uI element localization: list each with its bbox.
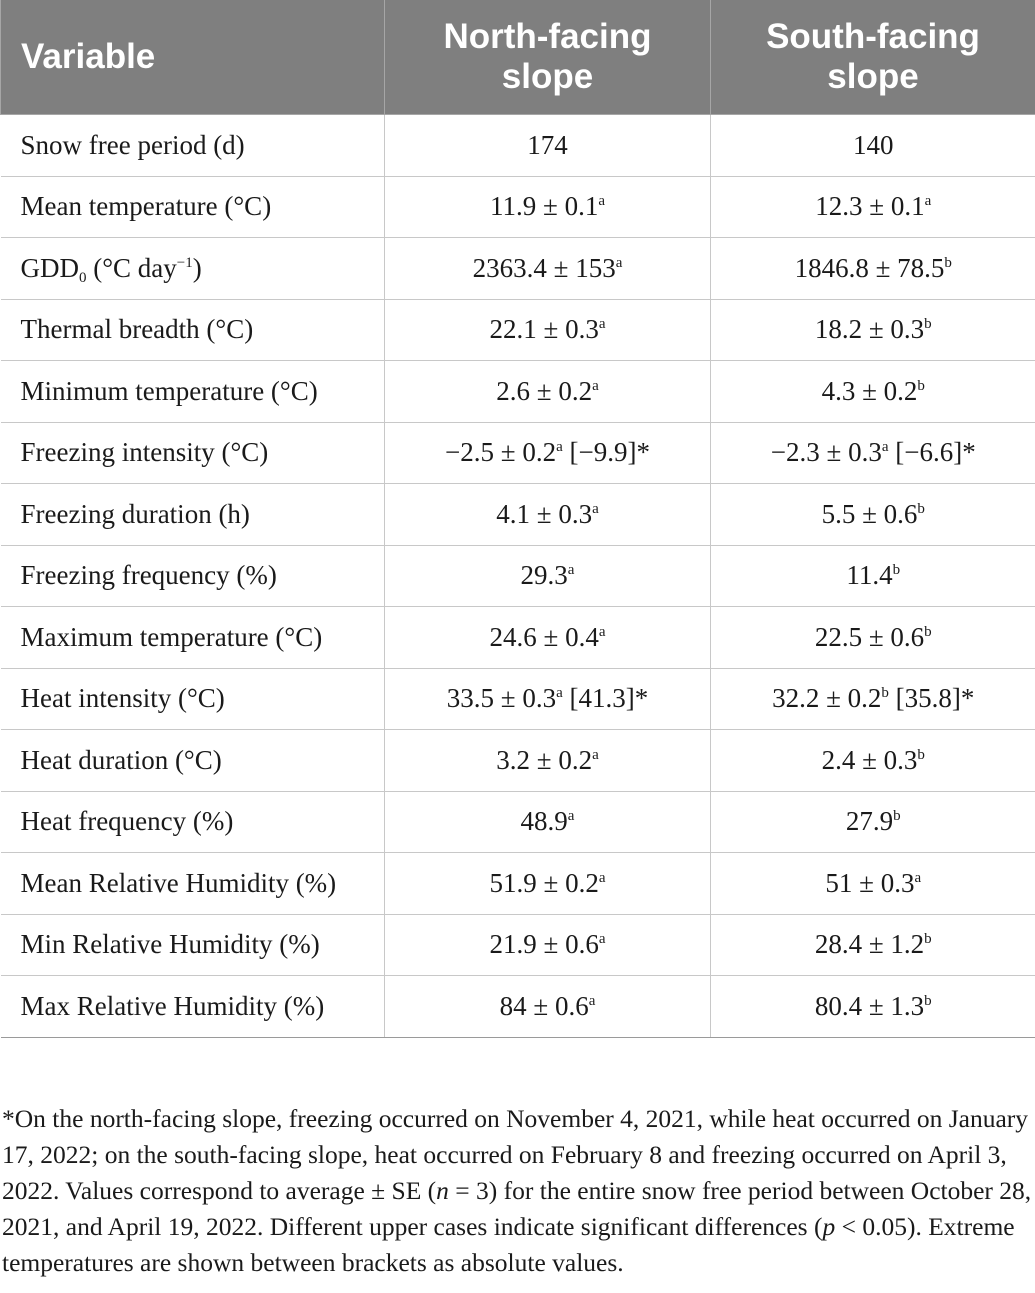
- row-label: Maximum temperature (°C): [1, 607, 385, 669]
- significance-letter: a: [924, 193, 932, 210]
- table-footnote: [2, 1101, 1035, 1281]
- south-value: [711, 607, 1035, 669]
- label-text: (°C day: [86, 252, 177, 283]
- significance-letter: a: [598, 316, 606, 333]
- significance-letter: b: [917, 500, 925, 517]
- value-text: −2.3 ± 0.3: [770, 437, 882, 468]
- value-text: 21.9 ± 0.6: [489, 929, 599, 960]
- significance-letter: a: [881, 439, 889, 456]
- north-value: 174: [385, 115, 711, 177]
- label-text: GDD: [20, 252, 79, 283]
- significance-letter: a: [567, 808, 575, 825]
- header-row: [1, 0, 1035, 115]
- north-value: [385, 176, 711, 238]
- footnote-text: < 0.05). Extreme temperatures are shown between brackets as absolute values.: [2, 1212, 1015, 1277]
- north-value: [385, 668, 711, 730]
- table-row: [1, 607, 1035, 669]
- north-value: [385, 853, 711, 915]
- significance-letter: a: [592, 500, 599, 517]
- significance-letter: a: [592, 377, 599, 394]
- value-text: 11.9 ± 0.1: [490, 191, 599, 222]
- north-value: [385, 607, 711, 669]
- value-text: 4.1 ± 0.3: [496, 498, 593, 529]
- north-value: [385, 299, 711, 361]
- table-row: [1, 853, 1035, 915]
- south-value: [711, 299, 1035, 361]
- row-label: Mean Relative Humidity (%): [1, 853, 385, 915]
- significance-letter: b: [924, 316, 932, 333]
- south-value: [711, 976, 1035, 1038]
- significance-letter: b: [917, 377, 925, 394]
- row-label: Max Relative Humidity (%): [1, 976, 385, 1038]
- south-value: [711, 791, 1035, 853]
- south-value: [711, 422, 1035, 484]
- label-text: ): [192, 252, 202, 283]
- significance-letter: a: [592, 746, 599, 763]
- north-value: [385, 914, 711, 976]
- row-label: [1, 238, 385, 300]
- table-row: [1, 914, 1035, 976]
- row-label: Heat intensity (°C): [1, 668, 385, 730]
- significance-letter: a: [567, 562, 575, 579]
- label-superscript: −1: [176, 254, 193, 271]
- value-text: 84 ± 0.6: [499, 990, 589, 1021]
- header-south-text: South-facing slope: [766, 17, 980, 96]
- table-row: [1, 484, 1035, 546]
- value-text: −2.5 ± 0.2: [445, 437, 557, 468]
- table-row: [1, 361, 1035, 423]
- significance-letter: b: [924, 931, 932, 948]
- north-value: [385, 976, 711, 1038]
- value-text: 48.9: [520, 806, 568, 837]
- value-text: 1846.8 ± 78.5: [794, 252, 945, 283]
- south-value: [711, 176, 1035, 238]
- north-value: [385, 422, 711, 484]
- value-text: 32.2 ± 0.2: [772, 683, 882, 714]
- value-text: 3.2 ± 0.2: [496, 744, 593, 775]
- footnote-text: = 3) for the entire snow free period between October 28, 2021, and April 19, 2022. Different upper cases indicate significant differences (: [2, 1176, 1032, 1241]
- significance-letter: b: [944, 254, 952, 271]
- table-row: [1, 545, 1035, 607]
- significance-letter: a: [598, 931, 606, 948]
- table-row: [1, 730, 1035, 792]
- row-label: Minimum temperature (°C): [1, 361, 385, 423]
- value-text: 33.5 ± 0.3: [446, 683, 557, 714]
- table-row: [1, 176, 1035, 238]
- south-value: [711, 361, 1035, 423]
- value-text: 12.3 ± 0.1: [815, 191, 925, 222]
- significance-letter: a: [556, 439, 563, 456]
- value-text: 28.4 ± 1.2: [814, 929, 925, 960]
- south-value: [711, 668, 1035, 730]
- significance-letter: b: [893, 808, 901, 825]
- row-label: Thermal breadth (°C): [1, 299, 385, 361]
- row-label: Min Relative Humidity (%): [1, 914, 385, 976]
- south-value: [711, 730, 1035, 792]
- header-south: [711, 0, 1035, 115]
- south-value: 140: [711, 115, 1035, 177]
- table-row: [1, 422, 1035, 484]
- north-value: [385, 545, 711, 607]
- south-value: [711, 545, 1035, 607]
- significance-letter: b: [924, 623, 932, 640]
- south-value: [711, 853, 1035, 915]
- row-label: Heat frequency (%): [1, 791, 385, 853]
- value-text: 2.6 ± 0.2: [496, 375, 593, 406]
- significance-letter: a: [556, 685, 563, 702]
- value-text: 24.6 ± 0.4: [489, 621, 599, 652]
- row-label: Mean temperature (°C): [1, 176, 385, 238]
- footnote-n-symbol: n: [436, 1176, 449, 1205]
- value-text: 22.5 ± 0.6: [814, 621, 925, 652]
- north-value: [385, 730, 711, 792]
- significance-letter: a: [615, 254, 623, 271]
- header-variable: Variable: [1, 0, 385, 115]
- north-value: [385, 238, 711, 300]
- row-label: Freezing frequency (%): [1, 545, 385, 607]
- significance-letter: a: [588, 992, 596, 1009]
- table-row: [1, 299, 1035, 361]
- row-label: Freezing intensity (°C): [1, 422, 385, 484]
- value-text: 22.1 ± 0.3: [489, 314, 599, 345]
- header-north-text: North-facing slope: [443, 17, 652, 96]
- value-text: 5.5 ± 0.6: [821, 498, 918, 529]
- south-value: [711, 238, 1035, 300]
- significance-letter: a: [598, 869, 606, 886]
- extreme-value: [−6.6]*: [888, 437, 976, 468]
- row-label: Snow free period (d): [1, 115, 385, 177]
- value-text: 4.3 ± 0.2: [821, 375, 918, 406]
- value-text: 27.9: [845, 806, 894, 837]
- row-label: Heat duration (°C): [1, 730, 385, 792]
- extreme-value: [41.3]*: [562, 683, 649, 714]
- significance-letter: b: [892, 562, 901, 579]
- significance-letter: a: [598, 623, 606, 640]
- value-text: 80.4 ± 1.3: [814, 990, 925, 1021]
- value-text: 11.4: [846, 560, 893, 591]
- table-row: [1, 238, 1035, 300]
- north-value: [385, 791, 711, 853]
- significance-letter: a: [598, 193, 605, 210]
- footnote-text: *On the north-facing slope, freezing occurred on November 4, 2021, while heat occurred on January 17, 2022; on the south-facing slope, heat occurred on February 8 and freezing occurred on April 3, 2022. Values correspond to average ± SE (: [2, 1104, 1029, 1205]
- table-row: [1, 668, 1035, 730]
- south-value: [711, 484, 1035, 546]
- table-row: [1, 976, 1035, 1038]
- value-text: 51.9 ± 0.2: [489, 867, 599, 898]
- value-text: 29.3: [520, 560, 568, 591]
- label-subscript: 0: [79, 269, 87, 286]
- table-row: [1, 115, 1035, 177]
- row-label: Freezing duration (h): [1, 484, 385, 546]
- value-text: 18.2 ± 0.3: [814, 314, 925, 345]
- significance-letter: a: [914, 869, 922, 886]
- north-value: [385, 484, 711, 546]
- value-text: 2.4 ± 0.3: [821, 744, 918, 775]
- significance-letter: b: [881, 685, 889, 702]
- significance-letter: b: [924, 992, 932, 1009]
- value-text: 51 ± 0.3: [825, 867, 915, 898]
- table-row: [1, 791, 1035, 853]
- value-text: 2363.4 ± 153: [472, 252, 616, 283]
- footnote-p-symbol: p: [822, 1212, 836, 1241]
- significance-letter: b: [917, 746, 925, 763]
- extreme-value: [35.8]*: [888, 683, 975, 714]
- header-north: [385, 0, 711, 115]
- extreme-value: [−9.9]*: [562, 437, 650, 468]
- south-value: [711, 914, 1035, 976]
- north-value: [385, 361, 711, 423]
